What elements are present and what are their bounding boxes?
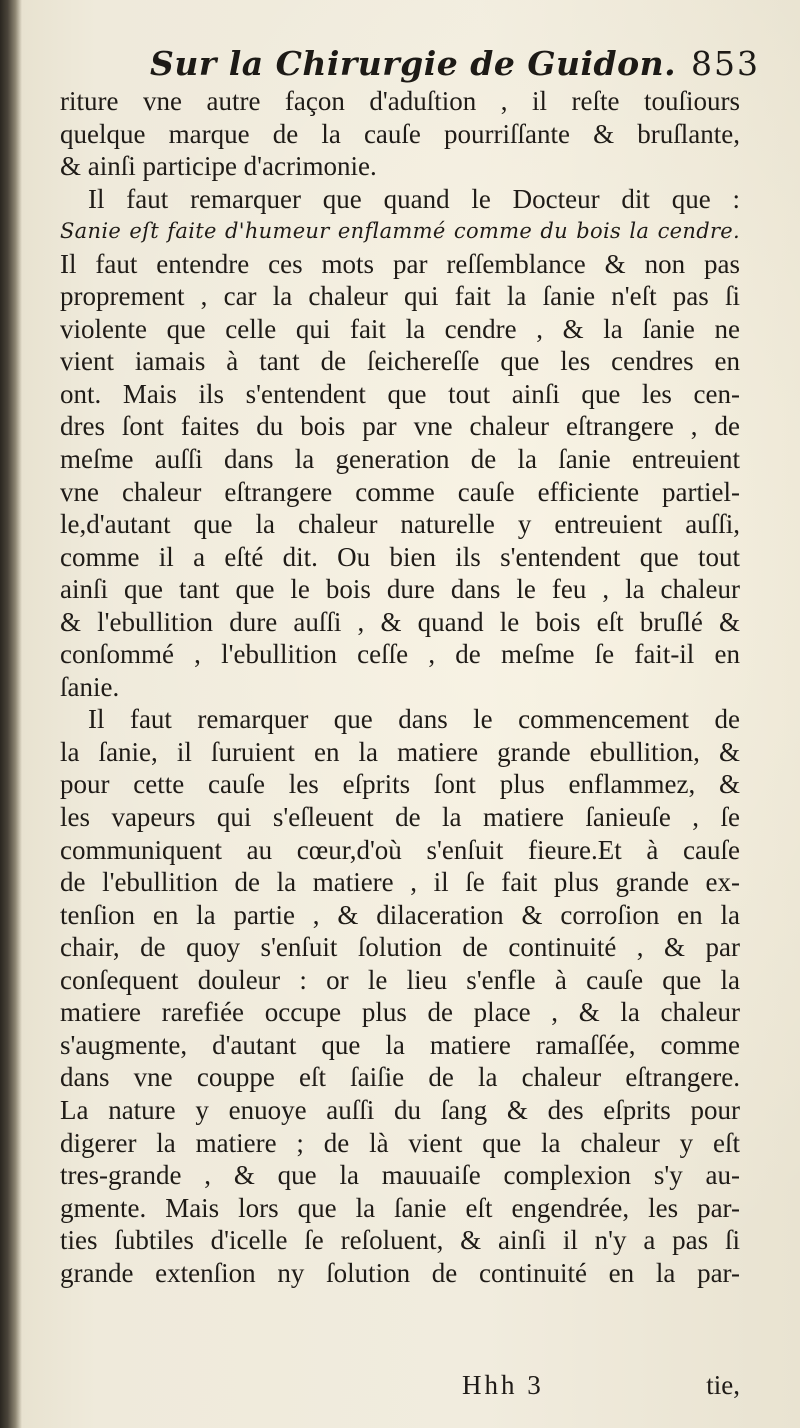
text-line: conſommé , l'ebullition ceſſe , de meſme ſe fait-il en: [60, 639, 740, 670]
text-line: proprement , car la chaleur qui fait la ſanie n'eſt pas ſi: [60, 281, 740, 312]
text-line: ainſi que tant que le bois dure dans le feu , la chaleur: [60, 574, 740, 605]
text-line: Il faut entendre ces mots par reſſemblance & non pas: [60, 248, 740, 279]
text-line: tres-grande , & que la mauuaiſe complexion s'y au-: [60, 1160, 740, 1191]
text-line: les vapeurs qui s'eſleuent de la matiere ſanieuſe , ſe: [60, 802, 740, 833]
text-line: dans vne couppe eſt ſaiſie de la chaleur eſtrangere.: [60, 1062, 740, 1093]
text-line: meſme auſſi dans la generation de la ſanie entreuient: [60, 444, 740, 475]
page-binding-edge: [0, 0, 22, 1428]
signature-mark: Hhh 3: [462, 1370, 544, 1400]
text-line: violente que celle qui fait la cendre , & la ſanie ne: [60, 313, 740, 344]
text-line: de l'ebullition de la matiere , il ſe fait plus grande ex-: [60, 867, 740, 898]
text-line: communiquent au cœur,d'où s'enſuit fieure.Et à cauſe: [60, 834, 740, 865]
text-line: tenſion en la partie , & dilaceration & corroſion en la: [60, 899, 740, 930]
text-line: chair, de quoy s'enſuit ſolution de continuité , & par: [60, 932, 740, 963]
catchword: tie,: [706, 1370, 740, 1400]
text-line: quelque marque de la cauſe pourriſſante & bruſlante,: [60, 118, 740, 149]
text-line: digerer la matiere ; de là vient que la chaleur y eſt: [60, 1127, 740, 1158]
text-line: ties ſubtiles d'icelle ſe reſoluent, & ainſi il n'y a pas ſi: [60, 1225, 740, 1256]
page-number: 853: [691, 44, 760, 83]
text-line: vne chaleur eſtrangere comme cauſe efficiente partiel-: [60, 476, 740, 507]
text-line: comme il a eſté dit. Ou bien ils s'entendent que tout: [60, 541, 740, 572]
text-line: & l'ebullition dure auſſi , & quand le bois eſt bruſlé &: [60, 606, 740, 637]
text-line: ont. Mais ils s'entendent que tout ainſi que les cen-: [60, 378, 740, 409]
running-title: Sur la Chirurgie de Guidon.: [150, 44, 677, 83]
text-line: ſanie.: [60, 671, 120, 702]
text-line: riture vne autre façon d'aduſtion , il reſte touſiours: [60, 86, 740, 116]
text-line: dres ſont faites du bois par vne chaleur eſtrangere , de: [60, 411, 740, 442]
text-line: grande extenſion ny ſolution de continuité en la par-: [60, 1257, 740, 1288]
text-line: pour cette cauſe les eſprits ſont plus enflammez, &: [60, 769, 740, 800]
page-footer: [60, 1370, 740, 1406]
text-line: le,d'autant que la chaleur naturelle y entreuient auſſi,: [60, 509, 740, 540]
text-line: La nature y enuoye auſſi du ſang & des eſprits pour: [60, 1094, 740, 1125]
text-line: vient iamais à tant de ſeichereſſe que les cendres en: [60, 346, 740, 377]
body-text: [60, 85, 740, 1289]
text-line: la ſanie, il ſuruient en la matiere grande ebullition, &: [60, 736, 740, 767]
text-line: s'augmente, d'autant que la matiere ramaſſée, comme: [60, 1029, 740, 1060]
text-line: & ainſi participe d'acrimonie.: [60, 151, 377, 182]
text-line: matiere rarefiée occupe plus de place , & la chaleur: [60, 997, 740, 1028]
paragraph-start-line: Il faut remarquer que dans le commencement de: [88, 704, 740, 735]
text-line: conſequent douleur : or le lieu s'enfle à cauſe que la: [60, 964, 740, 995]
paragraph-start-line: Il faut remarquer que quand le Docteur dit que :: [88, 183, 740, 214]
quoted-definition-line: Sanie eſt faite d'humeur enflammé comme du bois la cendre.: [60, 219, 740, 244]
text-line: gmente. Mais lors que la ſanie eſt engendrée, les par-: [60, 1192, 740, 1223]
